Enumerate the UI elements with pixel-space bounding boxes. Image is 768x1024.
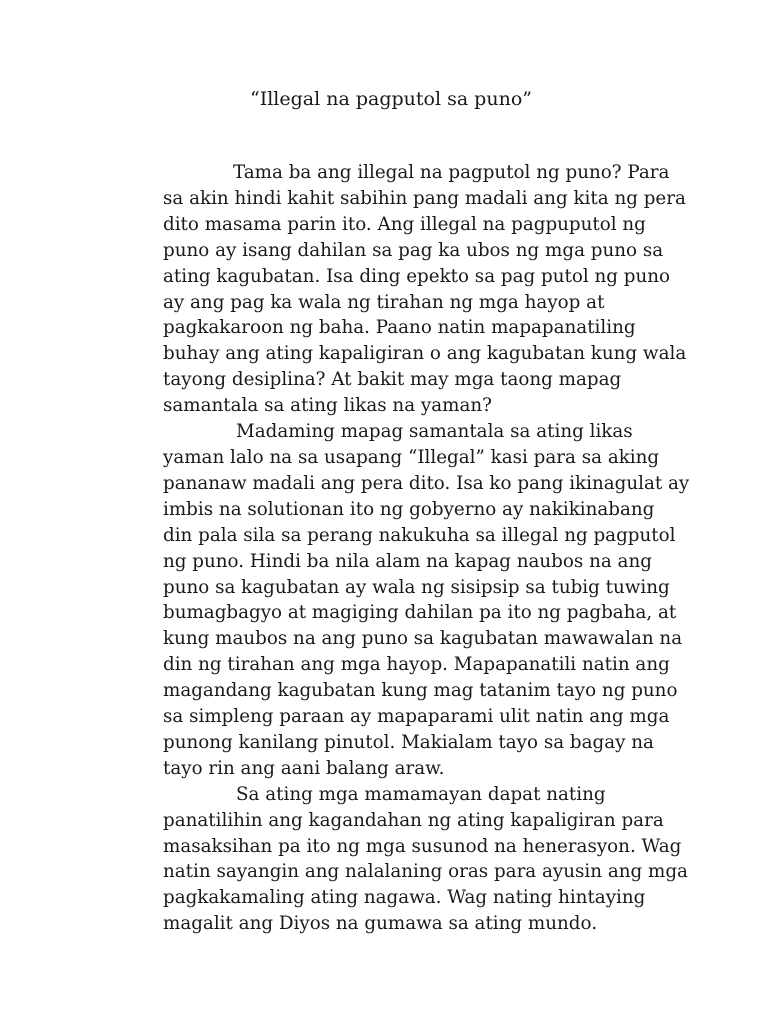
text-line: puno ay isang dahilan sa pag ka ubos ng mga puno sa bbox=[163, 239, 664, 261]
text-line: ay ang pag ka wala ng tirahan ng mga hayop at bbox=[163, 291, 605, 313]
text-line: din pala sila sa perang nakukuha sa illegal ng pagputol bbox=[163, 524, 676, 546]
paragraph-3 bbox=[163, 782, 693, 937]
text-line: pananaw madali ang pera dito. Isa ko pang ikinagulat ay bbox=[163, 472, 690, 494]
text-line: magalit ang Diyos na gumawa sa ating mundo. bbox=[163, 913, 598, 935]
text-line: buhay ang ating kapaligiran o ang kagubatan kung wala bbox=[163, 343, 687, 365]
text-line: sa simpleng paraan ay mapaparami ulit natin ang mga bbox=[163, 706, 670, 728]
text-line: ng puno. Hindi ba nila alam na kapag naubos na ang bbox=[163, 550, 652, 572]
text-line: masaksihan pa ito ng mga susunod na henerasyon. Wag bbox=[163, 835, 682, 857]
text-line: sa akin hindi kahit sabihin pang madali ang kita ng pera bbox=[163, 187, 686, 209]
text-line: pagkakaroon ng baha. Paano natin mapapanatiling bbox=[163, 317, 636, 339]
text-line: pagkakamaling ating nagawa. Wag nating hintaying bbox=[163, 887, 646, 909]
text-line: bumagbagyo at magiging dahilan pa ito ng pagbaha, at bbox=[163, 602, 677, 624]
text-line: natin sayangin ang nalalaning oras para ayusin ang mga bbox=[163, 861, 688, 883]
text-line: ating kagubatan. Isa ding epekto sa pag putol ng puno bbox=[163, 265, 671, 287]
text-line: tayong desiplina? At bakit may mga taong mapag bbox=[163, 369, 622, 391]
text-line: dito masama parin ito. Ang illegal na pagpuputol ng bbox=[163, 213, 646, 235]
text-line: panatilihin ang kagandahan ng ating kapaligiran para bbox=[163, 809, 664, 831]
text-line: imbis na solutionan ito ng gobyerno ay nakikinabang bbox=[163, 498, 655, 520]
text-line: Sa ating mga mamamayan dapat nating bbox=[236, 783, 606, 805]
text-line: Madaming mapag samantala sa ating likas bbox=[236, 421, 633, 443]
text-line: magandang kagubatan kung mag tatanim tayo ng puno bbox=[163, 680, 678, 702]
text-line: tayo rin ang aani balang araw. bbox=[163, 757, 445, 779]
text-line: punong kanilang pinutol. Makialam tayo sa bagay na bbox=[163, 731, 654, 753]
text-line: puno sa kagubatan ay wala ng sisipsip sa tubig tuwing bbox=[163, 576, 670, 598]
page-title: “Illegal na pagputol sa puno” bbox=[250, 88, 532, 110]
text-line: yaman lalo na sa usapang “Illegal” kasi para sa aking bbox=[163, 446, 660, 468]
text-line: din ng tirahan ang mga hayop. Mapapanatili natin ang bbox=[163, 654, 670, 676]
paragraph-2 bbox=[163, 419, 693, 782]
text-line: Tama ba ang illegal na pagputol ng puno? Para bbox=[233, 162, 670, 183]
paragraph-1 bbox=[163, 160, 693, 419]
document-body bbox=[163, 160, 693, 937]
text-line: kung maubos na ang puno sa kagubatan mawawalan na bbox=[163, 628, 683, 650]
text-line: samantala sa ating likas na yaman? bbox=[163, 395, 492, 417]
